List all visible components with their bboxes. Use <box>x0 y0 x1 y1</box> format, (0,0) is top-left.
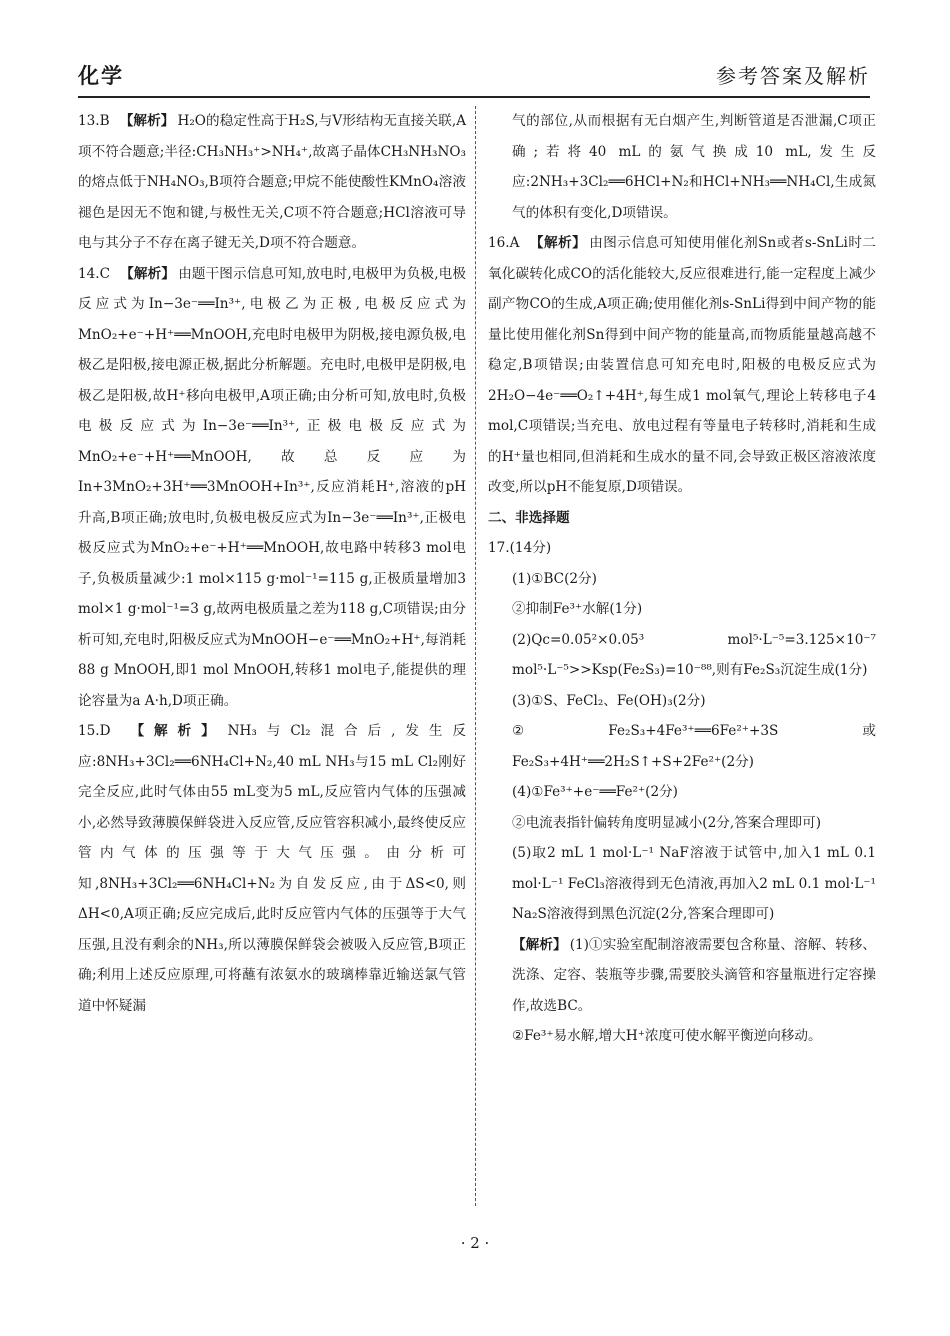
question-text: NH₃与Cl₂混合后,发生反应:8NH₃+3Cl₂══6NH₄Cl+N₂,40 mL NH₃与15 mL Cl₂刚好完全反应,此时气体由55 mL变为5 mL,反应管内气体的压强减小,必然导致薄膜保鲜袋进入反应管,反应管容积减小,最终使反应管内气体的压强等于大气压强。由分析可知,8NH₃+3Cl₂══6NH₄Cl+N₂为自发反应,由于ΔS<0,则ΔH<0,A项正确;反应完成后,此时反应管内气体的压强等于大气压强,且没有剩余的NH₃,所以薄膜保鲜袋会被吸入反应管,B项正确;利用上述反应原理,可将蘸有浓氨水的玻璃棒靠近输送氯气管道中怀疑漏 <box>78 723 467 1014</box>
page-header <box>78 60 870 94</box>
question-number: 13.B <box>78 113 110 129</box>
answer-line: (3)①S、FeCl₂、Fe(OH)₃(2分) <box>512 692 706 709</box>
subject-title: 化学 <box>78 63 124 88</box>
question-number: 16.A <box>488 235 520 251</box>
column-divider <box>475 106 476 1206</box>
page-number: · 2 · <box>460 1234 490 1252</box>
question-number: 14.C <box>78 265 111 282</box>
analysis-tag: 【解析】 <box>529 235 587 251</box>
answer-line: (5)取2 mL 1 mol·L⁻¹ NaF溶液于试管中,加入1 mL 0.1 mol·L⁻¹ FeCl₃溶液得到无色清液,再加入2 mL 0.1 mol·L⁻¹ Na₂S溶液得到黑色沉淀(2分,答案合理即可) <box>512 845 876 922</box>
analysis-paragraph: ②Fe³⁺易水解,增大H⁺浓度可使水解平衡逆向移动。 <box>512 1028 822 1044</box>
answer-line: (2)Qc=0.05²×0.05³ mol⁵·L⁻⁵=3.125×10⁻⁷ mol⁵·L⁻⁵>>Ksp(Fe₂S₃)=10⁻⁸⁸,则有Fe₂S₃沉淀生成(1分) <box>512 631 876 678</box>
answer-line: ②电流表指针偏转角度明显减小(2分,答案合理即可) <box>512 814 822 831</box>
analysis-tag: 【解析】 <box>120 723 225 739</box>
left-column <box>78 106 466 1021</box>
answer-line: (1)①BC(2分) <box>512 570 597 587</box>
section-title: 二、非选择题 <box>488 509 570 526</box>
question-15-continued: 气的部位,从而根据有无白烟产生,判断管道是否泄漏,C项正确;若将40 mL的氨气换成10 mL,发生反应:2NH₃+3Cl₂══6HCl+N₂和HCl+NH₃══NH₄Cl,生成氮气的体积有变化,D项错误。 <box>512 113 876 221</box>
answer-line: ②Fe₂S₃+4Fe³⁺══6Fe²⁺+3S或Fe₂S₃+4H⁺══2H₂S↑+S+2Fe²⁺(2分) <box>512 723 876 770</box>
question-13 <box>78 106 466 259</box>
question-16 <box>488 228 876 503</box>
analysis-paragraph <box>488 930 876 1022</box>
analysis-tag: 【解析】 <box>119 113 175 129</box>
answer-line: ②抑制Fe³⁺水解(1分) <box>512 601 643 617</box>
question-17-number: 17.(14分) <box>488 540 552 556</box>
analysis-tag: 【解析】 <box>120 265 176 282</box>
analysis-text: (1)①实验室配制溶液需要包含称量、溶解、转移、洗涤、定容、装瓶等步骤,需要胶头滴管和容量瓶进行定容操作,故选BC。 <box>512 936 876 1014</box>
answer-line: (4)①Fe³⁺+e⁻══Fe²⁺(2分) <box>512 784 678 800</box>
question-number: 15.D <box>78 723 111 739</box>
document-kind: 参考答案及解析 <box>716 64 870 88</box>
question-text: 由图示信息可知使用催化剂Sn或者s-SnLi时二氧化碳转化成CO的活化能较大,反应很难进行,能一定程度上减少副产物CO的生成,A项正确;使用催化剂s-SnLi得到中间产物的能量比使用催化剂Sn得到中间产物的能量高,而物质能量越高越不稳定,B项错误;由装置信息可知充电时,阳极的电极反应式为2H₂O−4e⁻══O₂↑+4H⁺,每生成1 mol氧气,理论上转移电子4 mol,C项错误;当充电、放电过程有等量电子转移时,消耗和生成的H⁺量也相同,但消耗和生成水的量不同,会导致正极区溶液浓度改变,所以pH不能复原,D项错误。 <box>488 235 877 495</box>
question-15 <box>78 716 466 1021</box>
question-text: H₂O的稳定性高于H₂S,与V形结构无直接关联,A项不符合题意;半径:CH₃NH₃⁺>NH₄⁺,故离子晶体CH₃NH₃NO₃的熔点低于NH₄NO₃,B项符合题意;甲烷不能使酸性KMnO₄溶液褪色是因无不饱和键,与极性无关,C项不符合题意;HCl溶液可导电与其分子不存在离子键无关,D项不符合题意。 <box>78 113 467 251</box>
question-text: 由题干图示信息可知,放电时,电极甲为负极,电极反应式为In−3e⁻══In³⁺,电极乙为正极,电极反应式为MnO₂+e⁻+H⁺══MnOOH,充电时电极甲为阴极,接电源负极,电极乙是阳极,接电源正极,据此分析解题。充电时,电极甲是阴极,电极乙是阳极,故H⁺移向电极甲,A项正确;由分析可知,放电时,负极电极反应式为In−3e⁻══In³⁺,正极电极反应式为MnO₂+e⁻+H⁺══MnOOH,故总反应为In+3MnO₂+3H⁺══3MnOOH+In³⁺,反应消耗H⁺,溶液的pH升高,B项正确;放电时,负极电极反应式为In−3e⁻══In³⁺,正极电极反应式为MnO₂+e⁻+H⁺══MnOOH,故电路中转移3 mol电子,负极质量减少:1 mol×115 g·mol⁻¹=115 g,正极质量增加3 mol×1 g·mol⁻¹=3 g,故两电极质量之差为118 g,C项错误;由分析可知,充电时,阳极反应式为MnOOH−e⁻══MnO₂+H⁺,每消耗88 g MnOOH,即1 mol MnOOH,转移1 mol电子,能提供的理论容量为a A·h,D项正确。 <box>78 265 467 709</box>
right-column <box>488 106 876 1052</box>
analysis-tag: 【解析】 <box>512 936 567 953</box>
header-rule <box>78 96 870 98</box>
question-14 <box>78 259 466 717</box>
